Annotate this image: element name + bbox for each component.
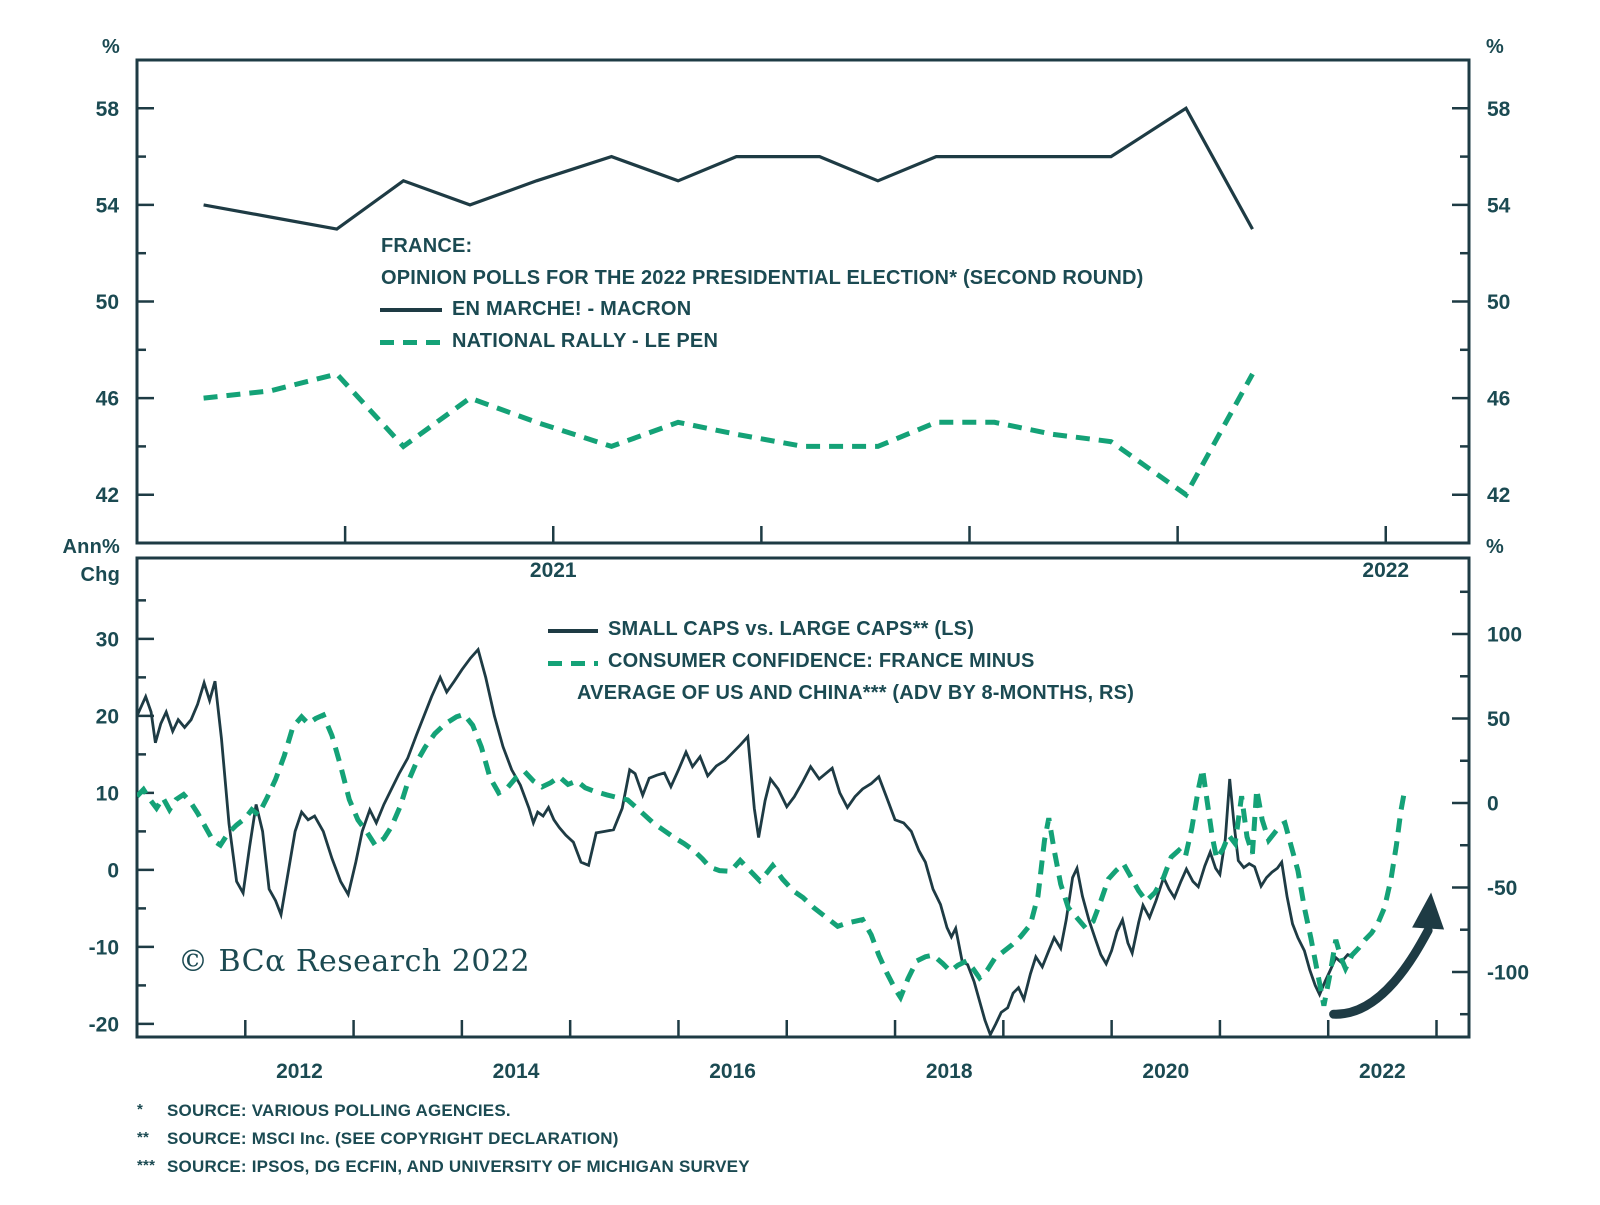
y-axis-tick-label-left: 10 xyxy=(95,782,119,806)
legend-dashed-line-swatch xyxy=(380,340,442,345)
footnote-3-marker: *** xyxy=(137,1157,156,1174)
y-axis-tick-label-right: 50 xyxy=(1487,291,1511,314)
bottom-left-axis-unit-line2: Chg xyxy=(80,564,120,586)
bottom-right-axis-unit: % xyxy=(1486,536,1504,558)
y-axis-tick-label-right: 58 xyxy=(1487,97,1511,121)
x-axis-year-label: 2014 xyxy=(492,1060,540,1083)
y-axis-tick-label-right: 0 xyxy=(1487,792,1499,816)
footnote-2 xyxy=(137,1129,619,1149)
legend-solid-line-swatch xyxy=(548,629,598,633)
x-axis-year-label: 2012 xyxy=(276,1060,323,1083)
top-left-axis-unit: % xyxy=(102,36,120,58)
national-rally-le-pen-line xyxy=(204,374,1253,495)
y-axis-tick-label-left: 54 xyxy=(95,194,119,218)
y-axis-tick-label-right: 46 xyxy=(1487,387,1511,411)
top-chart-title-line2: OPINION POLLS FOR THE 2022 PRESIDENTIAL ELECTION* (SECOND ROUND) xyxy=(381,267,1144,289)
bca-research-copyright: © BCα Research 2022 xyxy=(178,944,531,979)
y-axis-tick-label-right: 42 xyxy=(1487,484,1511,508)
y-axis-tick-label-right: 54 xyxy=(1487,194,1511,218)
x-axis-year-label: 2022 xyxy=(1362,559,1410,582)
y-axis-left xyxy=(89,600,154,1036)
panel-frame xyxy=(137,60,1469,543)
x-axis-year-label: 2021 xyxy=(529,559,577,582)
y-axis-tick-label-left: -10 xyxy=(88,936,119,960)
x-axis-year-label: 2018 xyxy=(925,1060,973,1083)
legend-label-macron: EN MARCHE! - MACRON xyxy=(452,298,692,320)
y-axis-tick-label-right: 100 xyxy=(1487,623,1523,647)
y-axis-tick-label-left: 20 xyxy=(95,705,119,729)
x-axis-year-label: 2016 xyxy=(709,1060,756,1083)
legend-solid-line-swatch xyxy=(380,308,442,312)
y-axis-tick-label-left: 42 xyxy=(95,484,119,508)
footnote-2-text: SOURCE: MSCI Inc. (SEE COPYRIGHT DECLARATION) xyxy=(167,1129,619,1148)
x-axis-ticks xyxy=(345,526,1386,543)
footnote-1-marker: * xyxy=(137,1101,144,1118)
y-axis-tick-label-left: 30 xyxy=(95,628,119,652)
footnote-1 xyxy=(137,1101,511,1121)
y-axis-tick-label-right: -100 xyxy=(1487,961,1530,985)
x-axis-labels xyxy=(276,1060,1406,1083)
legend-label-confidence-line1: CONSUMER CONFIDENCE: FRANCE MINUS xyxy=(608,650,1035,672)
top-right-axis-unit: % xyxy=(1486,36,1504,58)
y-axis-tick-label-right: 50 xyxy=(1487,708,1511,732)
y-axis-tick-label-right: -50 xyxy=(1487,876,1518,900)
y-axis-right xyxy=(1452,98,1511,507)
y-axis-tick-label-left: 50 xyxy=(95,291,119,314)
x-axis-labels xyxy=(530,559,1409,582)
legend-label-smallcaps: SMALL CAPS vs. LARGE CAPS** (LS) xyxy=(608,618,975,640)
footnote-3-text: SOURCE: IPSOS, DG ECFIN, AND UNIVERSITY OF MICHIGAN SURVEY xyxy=(167,1157,750,1176)
top-panel xyxy=(96,60,1511,582)
footnote-1-text: SOURCE: VARIOUS POLLING AGENCIES. xyxy=(167,1101,511,1120)
legend-label-lepen: NATIONAL RALLY - LE PEN xyxy=(452,330,719,352)
y-axis-left xyxy=(96,98,154,507)
x-axis-ticks xyxy=(137,1020,1437,1037)
y-axis-tick-label-left: 46 xyxy=(95,387,119,411)
bottom-left-axis-unit-line1: Ann% xyxy=(62,536,120,558)
footnote-2-marker: ** xyxy=(137,1129,150,1146)
x-axis-year-label: 2020 xyxy=(1142,1060,1190,1083)
y-axis-right xyxy=(1452,592,1529,1014)
x-axis-year-label: 2022 xyxy=(1359,1060,1406,1083)
footnote-3 xyxy=(137,1157,750,1177)
legend-dashed-line-swatch xyxy=(548,661,598,666)
legend-label-confidence-line2: AVERAGE OF US AND CHINA*** (ADV BY 8-MONTHS, RS) xyxy=(577,682,1135,704)
en-marche-macron-line xyxy=(204,108,1253,229)
y-axis-tick-label-left: 58 xyxy=(95,97,119,121)
y-axis-tick-label-left: 0 xyxy=(107,859,119,883)
y-axis-tick-label-left: -20 xyxy=(88,1013,119,1037)
top-chart-title-line1: FRANCE: xyxy=(381,235,473,257)
